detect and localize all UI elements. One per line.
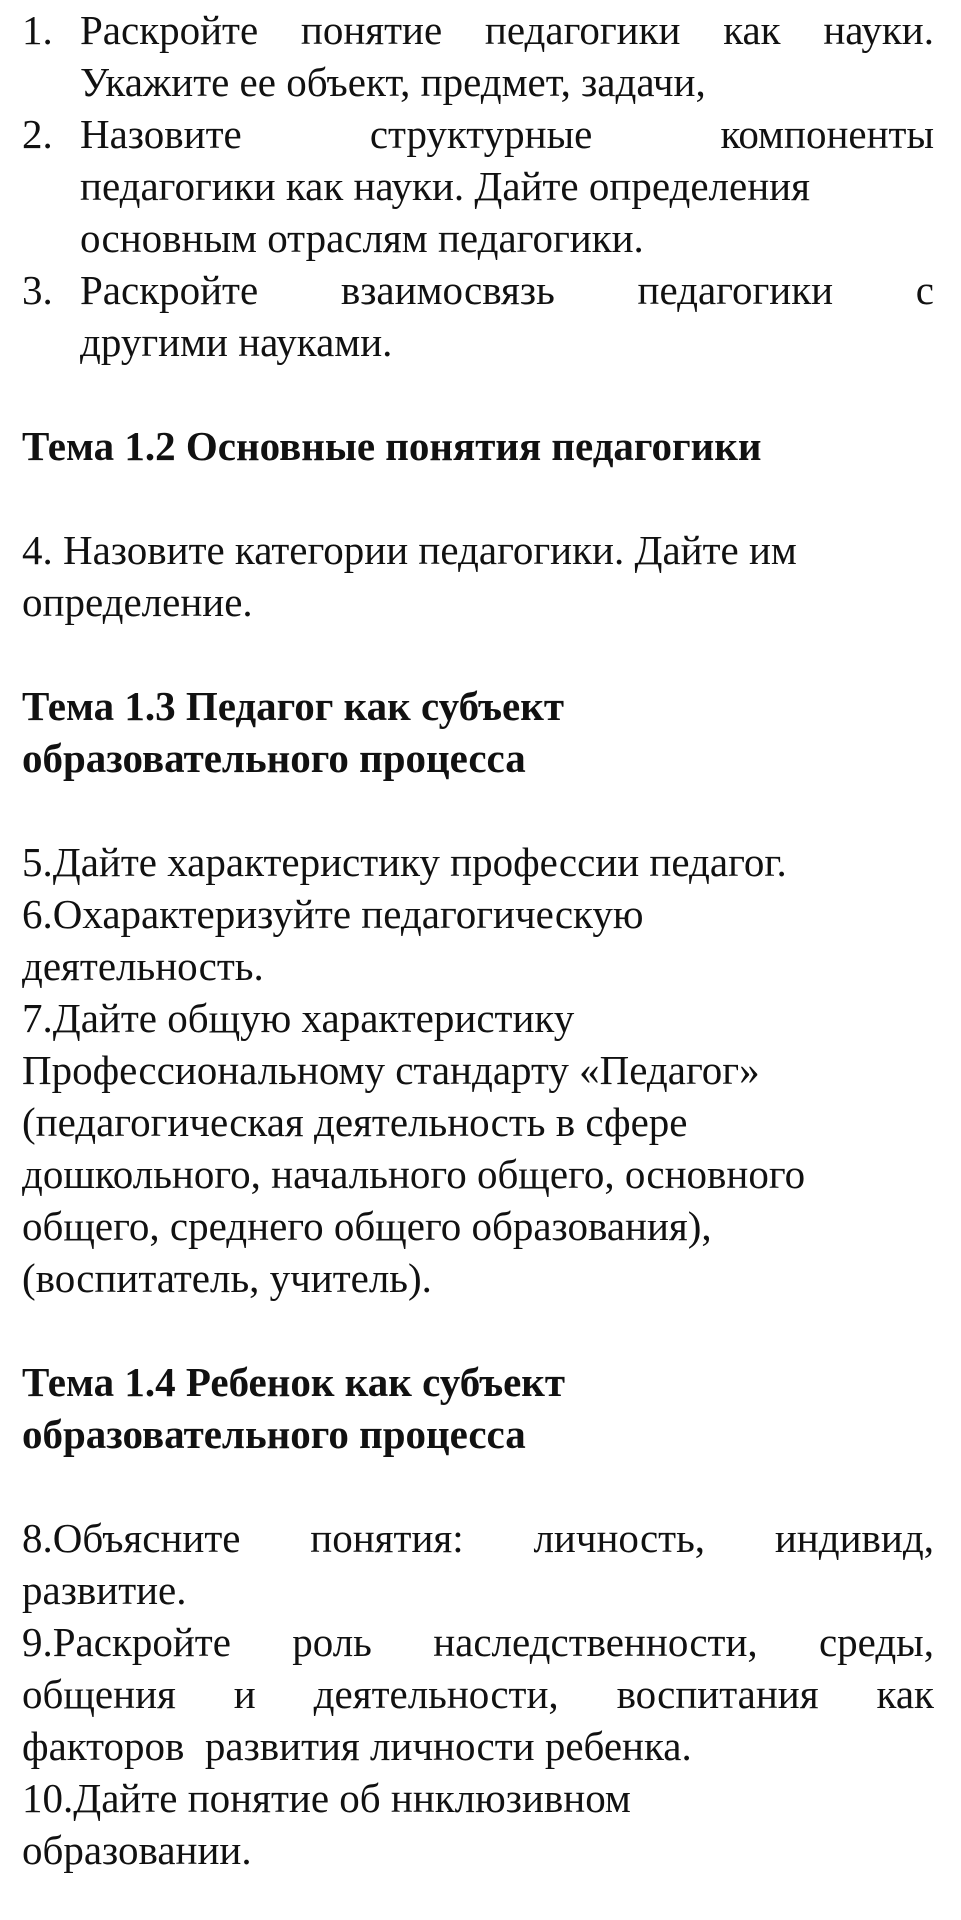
word: как xyxy=(876,1671,934,1717)
word: 9.Раскройте xyxy=(22,1619,231,1665)
list-item-line-justified xyxy=(80,264,934,316)
word: деятельности, xyxy=(313,1671,559,1717)
question-9-line-justified xyxy=(22,1668,934,1720)
list-item-number: 3. xyxy=(22,267,53,313)
question-4-line: определение. xyxy=(22,579,253,625)
question-7-line: общего, среднего общего образования), xyxy=(22,1203,712,1249)
topic-1-2-heading: Тема 1.2 Основные понятия педагогики xyxy=(22,423,762,469)
question-7-line: Профессиональному стандарту «Педагог» xyxy=(22,1047,760,1093)
word: и xyxy=(233,1671,256,1717)
question-7-line: дошкольного, начального общего, основного xyxy=(22,1151,806,1197)
word: наследственности, xyxy=(433,1619,758,1665)
word: роль xyxy=(292,1619,372,1665)
list-item-line: основным отраслям педагогики. xyxy=(80,215,644,261)
topic-1-3-heading: образовательного процесса xyxy=(22,735,526,781)
question-7-line: (воспитатель, учитель). xyxy=(22,1255,432,1301)
list-item-line-justified xyxy=(80,108,934,160)
question-6-line: 6.Охарактеризуйте педагогическую xyxy=(22,891,644,937)
question-8-line-justified xyxy=(22,1512,934,1564)
word: структурные xyxy=(369,111,593,157)
question-5: 5.Дайте характеристику профессии педагог. xyxy=(22,839,787,885)
word: с xyxy=(915,267,934,313)
topic-1-4-heading: Тема 1.4 Ребенок как субъект xyxy=(22,1359,566,1405)
word: педагогики xyxy=(637,267,834,313)
question-9-line-justified xyxy=(22,1616,934,1668)
list-item-number: 2. xyxy=(22,111,53,157)
word: личность, xyxy=(533,1515,706,1561)
question-10-line: 10.Дайте понятие об ннклюзивном xyxy=(22,1775,631,1821)
question-10-line: образовании. xyxy=(22,1827,252,1873)
topic-1-4-heading: образовательного процесса xyxy=(22,1411,526,1457)
word: как xyxy=(723,7,781,53)
word: индивид, xyxy=(774,1515,934,1561)
list-item-line: Укажите ее объект, предмет, задачи, xyxy=(80,59,706,105)
word: Раскройте xyxy=(80,267,259,313)
question-8-line: развитие. xyxy=(22,1567,187,1613)
word: понятие xyxy=(300,7,443,53)
word: науки. xyxy=(823,7,934,53)
word: компоненты xyxy=(720,111,934,157)
word: 8.Объясните xyxy=(22,1515,241,1561)
word: понятия: xyxy=(310,1515,464,1561)
word: педагогики xyxy=(484,7,681,53)
topic-1-3-heading: Тема 1.3 Педагог как субъект xyxy=(22,683,564,729)
word: Раскройте xyxy=(80,7,259,53)
list-item-line: педагогики как науки. Дайте определения xyxy=(80,163,810,209)
question-9-line: факторов развития личности ребенка. xyxy=(22,1723,692,1769)
list-item-number: 1. xyxy=(22,7,53,53)
word: взаимосвязь xyxy=(340,267,555,313)
question-7-line: 7.Дайте общую характеристику xyxy=(22,995,575,1041)
list-item-line: другими науками. xyxy=(80,319,393,365)
list-item-line-justified xyxy=(80,4,934,56)
question-7-line: (педагогическая деятельность в сфере xyxy=(22,1099,688,1145)
word: Назовите xyxy=(80,111,242,157)
question-6-line: деятельность. xyxy=(22,943,264,989)
word: среды, xyxy=(818,1619,934,1665)
question-4-line: 4. Назовите категории педагогики. Дайте им xyxy=(22,527,797,573)
word: воспитания xyxy=(616,1671,819,1717)
word: общения xyxy=(22,1671,176,1717)
